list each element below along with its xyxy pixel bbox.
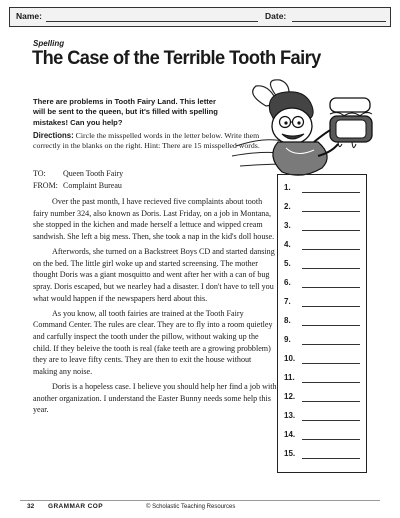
answer-blank[interactable] <box>302 420 360 421</box>
answer-number: 8. <box>284 316 291 325</box>
answer-blank[interactable] <box>302 439 360 440</box>
answer-row <box>284 392 364 404</box>
answer-number: 1. <box>284 183 291 192</box>
memo-from-label: FROM: <box>33 181 58 190</box>
answer-row <box>284 411 364 423</box>
answer-number: 10. <box>284 354 296 363</box>
letter-body <box>33 196 277 419</box>
answer-blank[interactable] <box>302 306 360 307</box>
answer-number: 6. <box>284 278 291 287</box>
answer-number: 7. <box>284 297 291 306</box>
answer-number: 15. <box>284 449 296 458</box>
copyright-text: © Scholastic Teaching Resources <box>146 504 236 510</box>
answer-row <box>284 316 364 328</box>
memo-from <box>33 181 122 190</box>
answer-row <box>284 449 364 461</box>
answer-number: 5. <box>284 259 291 268</box>
letter-paragraph: Over the past month, I have recieved five complaints about tooth fairy number 324, also known as Doris. Last Friday, on a job in Montana, she stopped in the kichen and made herself a lettuce and wipped cream sandwish. She left a big mess. Then, she took a nap in the kid's doll house. <box>33 197 275 241</box>
answer-row <box>284 183 364 195</box>
answer-number: 11. <box>284 373 295 382</box>
answer-number: 4. <box>284 240 291 249</box>
answer-row <box>284 278 364 290</box>
answer-blank[interactable] <box>302 344 360 345</box>
answer-blank[interactable] <box>302 192 360 193</box>
answer-box <box>277 174 367 473</box>
page-number: 32 <box>27 503 35 510</box>
page-title: The Case of the Terrible Tooth Fairy <box>32 48 321 69</box>
answer-row <box>284 354 364 366</box>
memo-from-value: Complaint Bureau <box>63 181 122 190</box>
section-kicker: Spelling <box>33 39 65 48</box>
answer-row <box>284 430 364 442</box>
answer-row <box>284 240 364 252</box>
answer-row <box>284 297 364 309</box>
answer-number: 14. <box>284 430 296 439</box>
footer-divider <box>20 500 380 501</box>
directions-label: Directions: <box>33 131 74 140</box>
answer-number: 3. <box>284 221 291 230</box>
answer-blank[interactable] <box>302 325 360 326</box>
answer-blank[interactable] <box>302 401 360 402</box>
answer-blank[interactable] <box>302 458 360 459</box>
directions <box>33 131 273 150</box>
answer-blank[interactable] <box>302 382 360 383</box>
answer-row <box>284 335 364 347</box>
answer-number: 12. <box>284 392 296 401</box>
intro-text: There are problems in Tooth Fairy Land. This letter will be sent to the queen, but it's filled with spelling mistakes! Can you help? <box>33 97 218 127</box>
answer-number: 13. <box>284 411 296 420</box>
answer-row <box>284 202 364 214</box>
name-field[interactable] <box>46 21 258 22</box>
name-label: Name: <box>16 11 42 21</box>
name-date-bar <box>9 7 391 27</box>
letter-paragraph: As you know, all tooth fairies are trained at the Tooth Fairy Command Center. The rules are clear. They are to fly into a room quietley and carfully inspect the tooth under the pillow, without waking up the child. If they beleive the tooth is real (fake teeth are a growing probblem) they are to leave fifty cents. They are then to exit the house without making any noise. <box>33 308 273 376</box>
answer-number: 2. <box>284 202 291 211</box>
letter-paragraph: Afterwords, she turned on a Backstreet Boys CD and started dansing on the bed. The little girl woke up and started screensing. The mother thought Doris was a giant mosquitto and went after her with a can of bug spray. Doris escaped, but we nearley had a disaster. I don't have to tell you what would happen if the newspapers herd about this. <box>33 247 275 303</box>
answer-blank[interactable] <box>302 249 360 250</box>
directions-text: Circle the misspelled words in the letter below. Write them correctly in the blanks on the right. Hint: There are 15 misspelled words. <box>33 131 260 150</box>
answer-blank[interactable] <box>302 287 360 288</box>
answer-number: 9. <box>284 335 291 344</box>
answer-blank[interactable] <box>302 211 360 212</box>
memo-to-label: TO: <box>33 169 46 178</box>
letter-paragraph: Doris is a hopeless case. I believe you should help her find a job with another organization. I understand the Easter Bunny needs some help this year. <box>33 382 277 415</box>
date-field[interactable] <box>292 21 386 22</box>
book-title: GRAMMAR COP <box>48 503 103 510</box>
memo-to <box>33 169 123 178</box>
date-label: Date: <box>265 11 287 21</box>
answer-blank[interactable] <box>302 363 360 364</box>
answer-row <box>284 373 364 385</box>
memo-to-value: Queen Tooth Fairy <box>63 169 124 178</box>
answer-row <box>284 221 364 233</box>
answer-blank[interactable] <box>302 230 360 231</box>
answer-row <box>284 259 364 271</box>
answer-blank[interactable] <box>302 268 360 269</box>
